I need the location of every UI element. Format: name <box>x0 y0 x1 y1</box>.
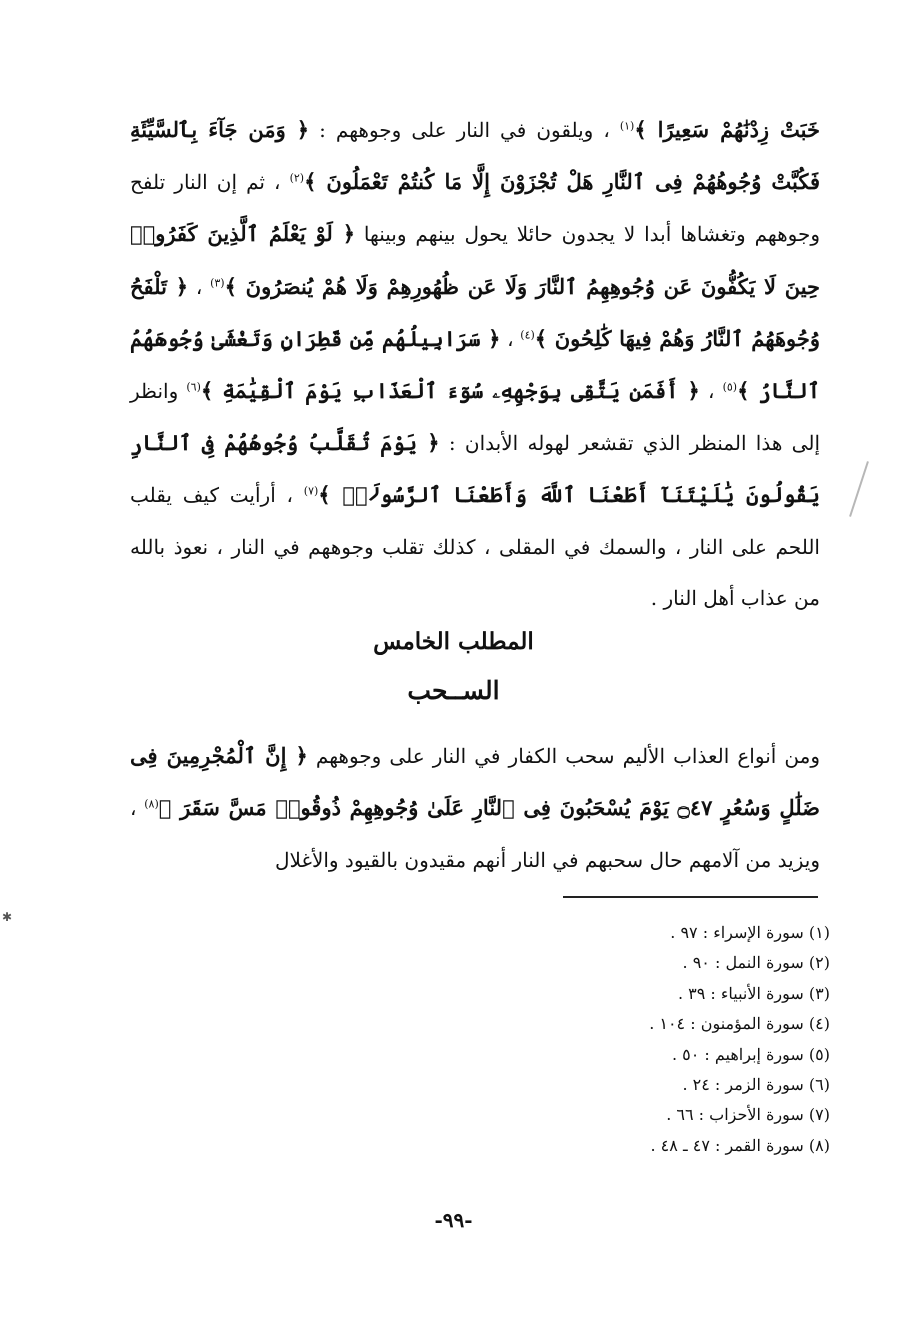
footnote: (٧) سورة الأحزاب : ٦٦ . <box>666 1105 830 1125</box>
footnotes <box>500 918 830 1161</box>
body-text: ، ويلقون في النار على وجوههم : <box>309 118 620 142</box>
footnote: (٦) سورة الزمر : ٢٤ . <box>682 1075 830 1095</box>
footnote: (٤) سورة المؤمنون : ١٠٤ . <box>649 1014 830 1034</box>
scan-mark <box>849 461 869 517</box>
quran-verse: ﴿ لَوْ يَعْلَمُ ٱلَّذِينَ كَفَرُوا۟ حِينَ لَا يَكُفُّونَ عَن وُجُوهِهِمُ ٱلنَّارَ وَلَا عَن ظُهُورِهِمْ وَلَا هُمْ يُنصَرُونَ ﴾ <box>130 221 821 299</box>
footnote: (٣) سورة الأنبياء : ٣٩ . <box>677 983 830 1003</box>
body-text: ، ثم إن النار تلفح وجوههم وتغشاها أبدا لا يجدون حائلا يحول بينهم وبينها <box>130 170 820 247</box>
section-title: المطلب الخامس <box>373 628 534 655</box>
quran-verse: ﴿ تَلْفَحُ وُجُوهَهُمُ ٱلنَّارُ وَهُمْ فِيهَا كَٰلِحُونَ ﴾ <box>130 273 821 351</box>
footnote-ref: (٢) <box>289 171 305 185</box>
quran-verse: ﴿ إِنَّ ٱلْمُجْرِمِينَ فِى ضَلَٰلٍ وَسُعُرٍ ۝٤٧ يَوْمَ يُسْحَبُونَ فِى ٱلنَّارِ عَلَىٰ وُجُوهِهِمْ ذُوقُوا۟ مَسَّ سَقَرَ ﴾ <box>130 743 821 820</box>
body-text: ، <box>500 326 521 351</box>
body-text: ، <box>188 274 211 299</box>
quran-verse: ﴿ سَرَابِيلُهُم مِّن قَطِرَانٍ وَتَغْشَىٰ وُجُوهَهُمُ ٱلنَّارُ ﴾ <box>130 325 821 404</box>
footnote-ref: (٦) <box>186 380 201 394</box>
footnote-ref: (١) <box>619 119 635 133</box>
footnote: (٥) سورة إبراهيم : ٥٠ . <box>671 1044 830 1064</box>
footnote-ref: (٣) <box>210 275 225 289</box>
body-paragraph-1 <box>130 104 820 624</box>
footnote-ref: (٥) <box>722 380 738 394</box>
body-text: ، أرأيت كيف يقلب اللحم على النار ، والسمك في المقلى ، كذلك تقلب وجوههم في النار ، نعوذ بالله من عذاب أهل النار . <box>130 483 820 610</box>
footnote-ref: (٧) <box>303 484 319 498</box>
quran-verse: ﴿ يَوْمَ تُقَلَّبُ وُجُوهُهُمْ فِى ٱلنَّارِ يَقُولُونَ يَٰلَيْتَنَآ أَطَعْنَا ٱللَّهَ وَأَطَعْنَا ٱلرَّسُولَا۠ ﴾ <box>130 430 820 508</box>
footnote: (٢) سورة النمل : ٩٠ . <box>682 953 830 973</box>
footnote: (٨) سورة القمر : ٤٧ ـ ٤٨ . <box>650 1135 830 1155</box>
page-number: -٩٩- <box>434 1208 473 1232</box>
body-text: ، ويزيد من آلامهم حال سحبهم في النار أنهم مقيدون بالقيود والأغلال <box>130 796 820 872</box>
footnote-ref: (٤) <box>520 328 535 342</box>
footnote: (١) سورة الإسراء : ٩٧ . <box>670 923 830 942</box>
body-text: وانظر إلى هذا المنظر الذي تقشعر لهوله الأبدان : <box>130 379 820 456</box>
footnote-ref: (٨) <box>144 797 159 811</box>
quran-verse: خَبَتْ زِدْنَٰهُمْ سَعِيرًا ﴾ <box>634 117 820 142</box>
body-text: ، <box>699 379 723 404</box>
section-subtitle: الســحب <box>407 676 500 705</box>
scan-speck-icon: ✱ <box>1 910 12 924</box>
quran-verse: ﴿ أَفَمَن يَتَّقِى بِوَجْهِهِۦ سُوٓءَ ٱلْعَذَابِ يَوْمَ ٱلْقِيَٰمَةِ ﴾ <box>200 378 700 404</box>
quran-verse: ﴿ وَمَن جَآءَ بِٱلسَّيِّئَةِ فَكُبَّتْ وُجُوهُهُمْ فِى ٱلنَّارِ هَلْ تُجْزَوْنَ إِلَّا مَا كُنتُمْ تَعْمَلُونَ ﴾ <box>130 117 821 195</box>
footnote-separator <box>563 896 818 898</box>
body-text: ومن أنواع العذاب الأليم سحب الكفار في النار على وجوههم <box>307 744 820 768</box>
body-paragraph-2 <box>130 730 820 886</box>
